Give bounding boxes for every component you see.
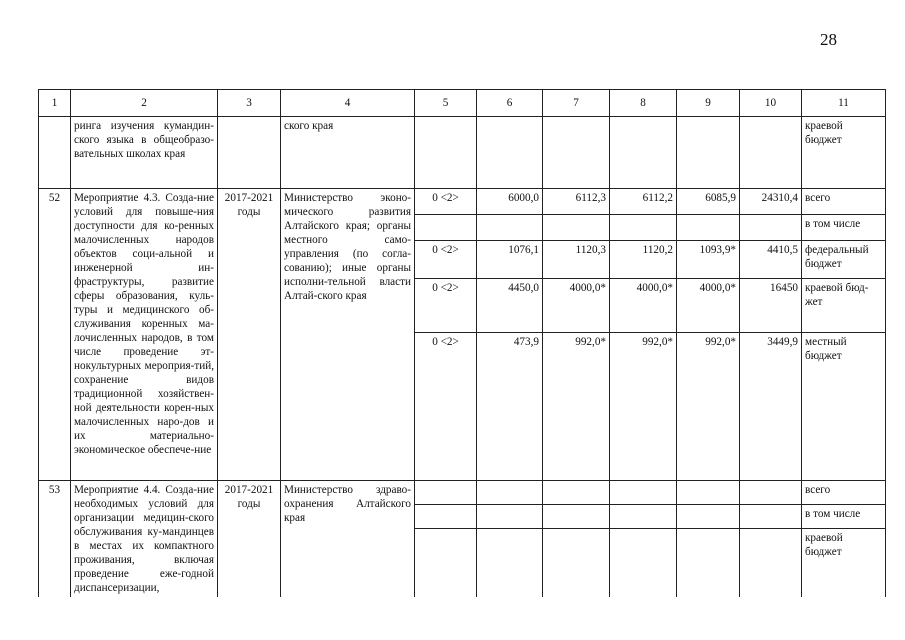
table-cell [477,505,543,529]
table-cell [39,117,71,189]
table-row [39,189,886,215]
measure-name: Мероприятие 4.3. Созда-ние условий для повыше-ния доступности для ко-ренных малочисленных народов объектов соци-альной и инженерной ин-фраструктуры, развитие сферы образования, куль-туры и медицинского об-служивания коренных ма-лочисленных народов, в том числе проведение эт-нокультурных мероприя-тий, сохранение видов традиционной хозяйствен-ной деятельности корен-ных малочисленных наро-дов и их материально-экономическое обеспече-ние [71,189,218,481]
table-cell [677,481,740,505]
funding-source: федеральный бюджет [802,241,886,279]
value-cell [415,215,477,241]
row-number: 52 [39,189,71,481]
row-number: 53 [39,481,71,598]
table-cell [677,505,740,529]
value-cell [477,215,543,241]
value-cell: 1093,9* [677,241,740,279]
executor-cell: ского края [281,117,415,189]
value-cell: 992,0* [610,333,677,481]
program-table [38,89,886,597]
value-cell: 6112,3 [543,189,610,215]
table-cell [415,529,477,597]
funding-source: всего [802,481,886,505]
value-cell: 0 <2> [415,333,477,481]
table-cell [740,117,802,189]
value-cell: 1120,3 [543,241,610,279]
value-cell: 992,0* [677,333,740,481]
value-cell: 0 <2> [415,189,477,215]
value-cell: 3449,9 [740,333,802,481]
value-cell: 1120,2 [610,241,677,279]
funding-source: краевой бюд-жет [802,279,886,333]
page-number: 28 [820,30,837,49]
value-cell [740,215,802,241]
measure-name: Мероприятие 4.4. Созда-ние необходимых условий для организации медицин-ского обслуживания ку-мандинцев в местах их компактного проживания, включая проведение еже-годной диспансеризации, [71,481,218,598]
value-cell: 4450,0 [477,279,543,333]
header-cell: 9 [677,90,740,117]
value-cell: 16450 [740,279,802,333]
header-cell: 1 [39,90,71,117]
table-cell [740,529,802,597]
table-cell [415,505,477,529]
header-cell: 6 [477,90,543,117]
value-cell [543,215,610,241]
table-cell [477,481,543,505]
funding-source: в том числе [802,215,886,241]
value-cell: 0 <2> [415,241,477,279]
table-cell [610,529,677,597]
value-cell: 6085,9 [677,189,740,215]
header-cell: 7 [543,90,610,117]
funding-source: всего [802,189,886,215]
value-cell: 4000,0* [543,279,610,333]
table-cell [543,481,610,505]
period-cell: 2017-2021 годы [218,189,281,481]
header-cell: 10 [740,90,802,117]
executor-cell: Министерство эконо-мического развития Алтайского края; органы местного само-управления (по согла-сованию); иные органы исполни-тельной власти Алтай-ского края [281,189,415,481]
table-cell [543,529,610,597]
table-row [39,481,886,505]
table-cell [677,529,740,597]
value-cell: 0 <2> [415,279,477,333]
value-cell: 6000,0 [477,189,543,215]
header-cell: 8 [610,90,677,117]
value-cell: 1076,1 [477,241,543,279]
header-cell: 3 [218,90,281,117]
table-cell [740,505,802,529]
table-cell [415,117,477,189]
header-cell: 4 [281,90,415,117]
value-cell: 473,9 [477,333,543,481]
value-cell: 4410,5 [740,241,802,279]
header-cell: 11 [802,90,886,117]
table-cell [477,117,543,189]
table-cell [477,529,543,597]
table-cell [610,505,677,529]
table-cell [610,481,677,505]
table-cell [218,117,281,189]
executor-cell: Министерство здраво-охранения Алтайского края [281,481,415,598]
continuation-row [39,117,886,189]
table-cell [543,117,610,189]
value-cell: 4000,0* [677,279,740,333]
header-cell: 5 [415,90,477,117]
measure-name: ринга изучения кумандин-ского языка в общеобразо-вательных школах края [71,117,218,189]
value-cell [610,215,677,241]
table-cell [740,481,802,505]
funding-source: краевой бюджет [802,117,886,189]
funding-source: в том числе [802,505,886,529]
period-cell: 2017-2021 годы [218,481,281,598]
table-cell [415,481,477,505]
funding-source: местный бюджет [802,333,886,481]
value-cell: 4000,0* [610,279,677,333]
value-cell: 6112,2 [610,189,677,215]
header-cell: 2 [71,90,218,117]
value-cell [677,215,740,241]
table-cell [610,117,677,189]
table-cell [677,117,740,189]
header-row [39,90,886,117]
value-cell: 992,0* [543,333,610,481]
table-cell [543,505,610,529]
funding-source: краевой бюджет [802,529,886,597]
value-cell: 24310,4 [740,189,802,215]
